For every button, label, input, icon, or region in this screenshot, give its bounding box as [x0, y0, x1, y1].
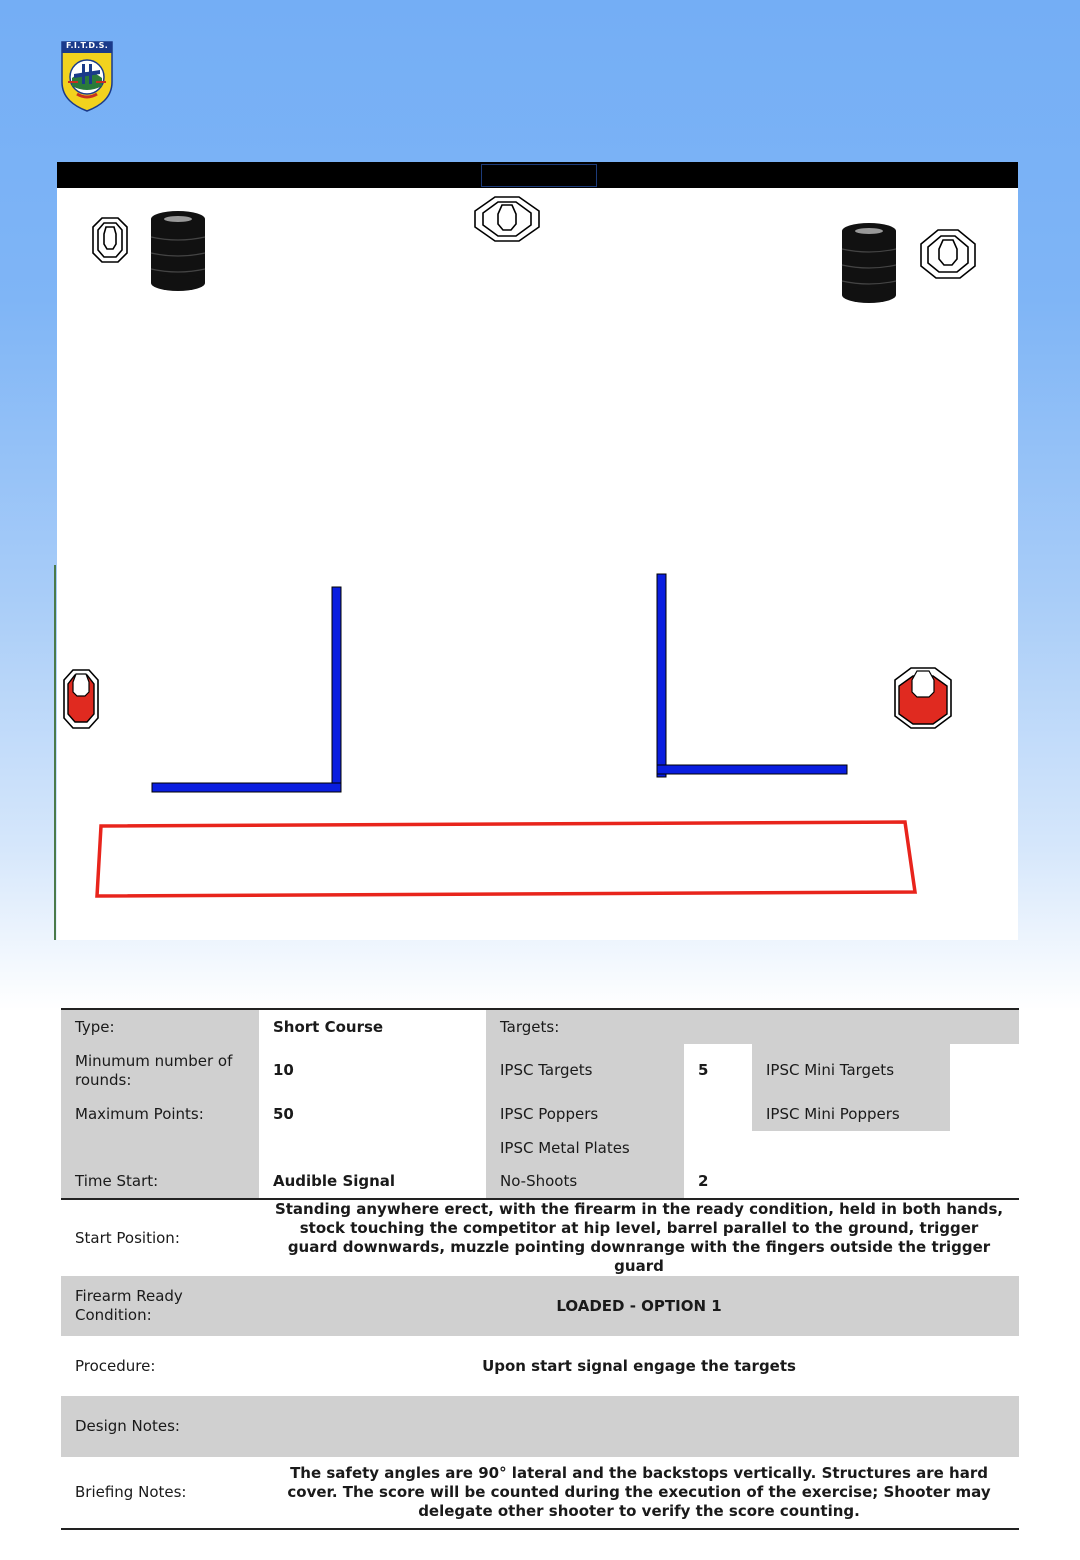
firearm-ready-value: LOADED - OPTION 1: [259, 1276, 1019, 1336]
ipsc-target-top-right: [921, 230, 975, 278]
time-start-label: Time Start:: [61, 1165, 259, 1199]
ipsc-target-top-center: [475, 197, 539, 241]
empty-no-shoots-cell: [752, 1165, 1019, 1199]
logo-text: F.I.T.D.S.: [65, 41, 109, 50]
ipsc-target-top-left: [93, 218, 127, 262]
empty-targets-cell: [752, 1131, 1019, 1165]
ipsc-targets-value: 5: [684, 1044, 752, 1097]
firearm-ready-label: Firearm Ready Condition:: [61, 1276, 259, 1336]
ipsc-poppers-value: [684, 1097, 752, 1131]
time-start-value: Audible Signal: [259, 1165, 486, 1199]
barrel-stack-left: [151, 211, 205, 291]
ipsc-poppers-label: IPSC Poppers: [486, 1097, 684, 1131]
targets-label: Targets:: [486, 1009, 1019, 1044]
no-shoots-value: 2: [684, 1165, 752, 1199]
procedure-value: Upon start signal engage the targets: [259, 1336, 1019, 1396]
shooting-area-box: [97, 822, 915, 896]
briefing-notes-label: Briefing Notes:: [61, 1457, 259, 1529]
min-rounds-value: 10: [259, 1044, 486, 1097]
empty-value-cell: [259, 1131, 486, 1165]
stage-diagram: [57, 162, 1018, 940]
briefing-notes-value: The safety angles are 90° lateral and the backstops vertically. Structures are hard cover. The score will be counted during the execution of the exercise; Shooter may delegate other shooter to verify the score counting.: [259, 1457, 1019, 1529]
ipsc-mini-targets-value: [950, 1044, 1019, 1097]
fitds-shield-logo-icon: [60, 40, 114, 112]
stage-edge-line: [54, 565, 56, 940]
max-points-label: Maximum Points:: [61, 1097, 259, 1131]
ipsc-mini-poppers-label: IPSC Mini Poppers: [752, 1097, 950, 1131]
start-position-value: Standing anywhere erect, with the firearm in the ready condition, held in both hands, stock touching the competitor at hip level, barrel parallel to the ground, trigger guard downwards, muzzle pointing downrange with the fingers outside the trigger guard: [259, 1199, 1019, 1276]
stage-info-table: [61, 1008, 1019, 1530]
ipsc-metal-plates-value: [684, 1131, 752, 1165]
no-shoot-target-left: [64, 670, 98, 728]
wall-structure-right: [657, 574, 847, 777]
procedure-label: Procedure:: [61, 1336, 259, 1396]
no-shoots-label: No-Shoots: [486, 1165, 684, 1199]
ipsc-mini-poppers-value: [950, 1097, 1019, 1131]
stage-layout-svg: [57, 162, 1018, 940]
ipsc-targets-label: IPSC Targets: [486, 1044, 684, 1097]
type-value: Short Course: [259, 1009, 486, 1044]
start-position-label: Start Position:: [61, 1199, 259, 1276]
type-label: Type:: [61, 1009, 259, 1044]
max-points-value: 50: [259, 1097, 486, 1131]
no-shoot-target-right: [895, 668, 951, 728]
ipsc-mini-targets-label: IPSC Mini Targets: [752, 1044, 950, 1097]
barrel-stack-right: [842, 223, 896, 303]
wall-structure-left: [152, 587, 341, 792]
empty-label-cell: [61, 1131, 259, 1165]
design-notes-value: [259, 1396, 1019, 1457]
design-notes-label: Design Notes:: [61, 1396, 259, 1457]
fitds-logo: [60, 40, 114, 112]
min-rounds-label: Minumum number of rounds:: [61, 1044, 259, 1097]
ipsc-metal-plates-label: IPSC Metal Plates: [486, 1131, 684, 1165]
